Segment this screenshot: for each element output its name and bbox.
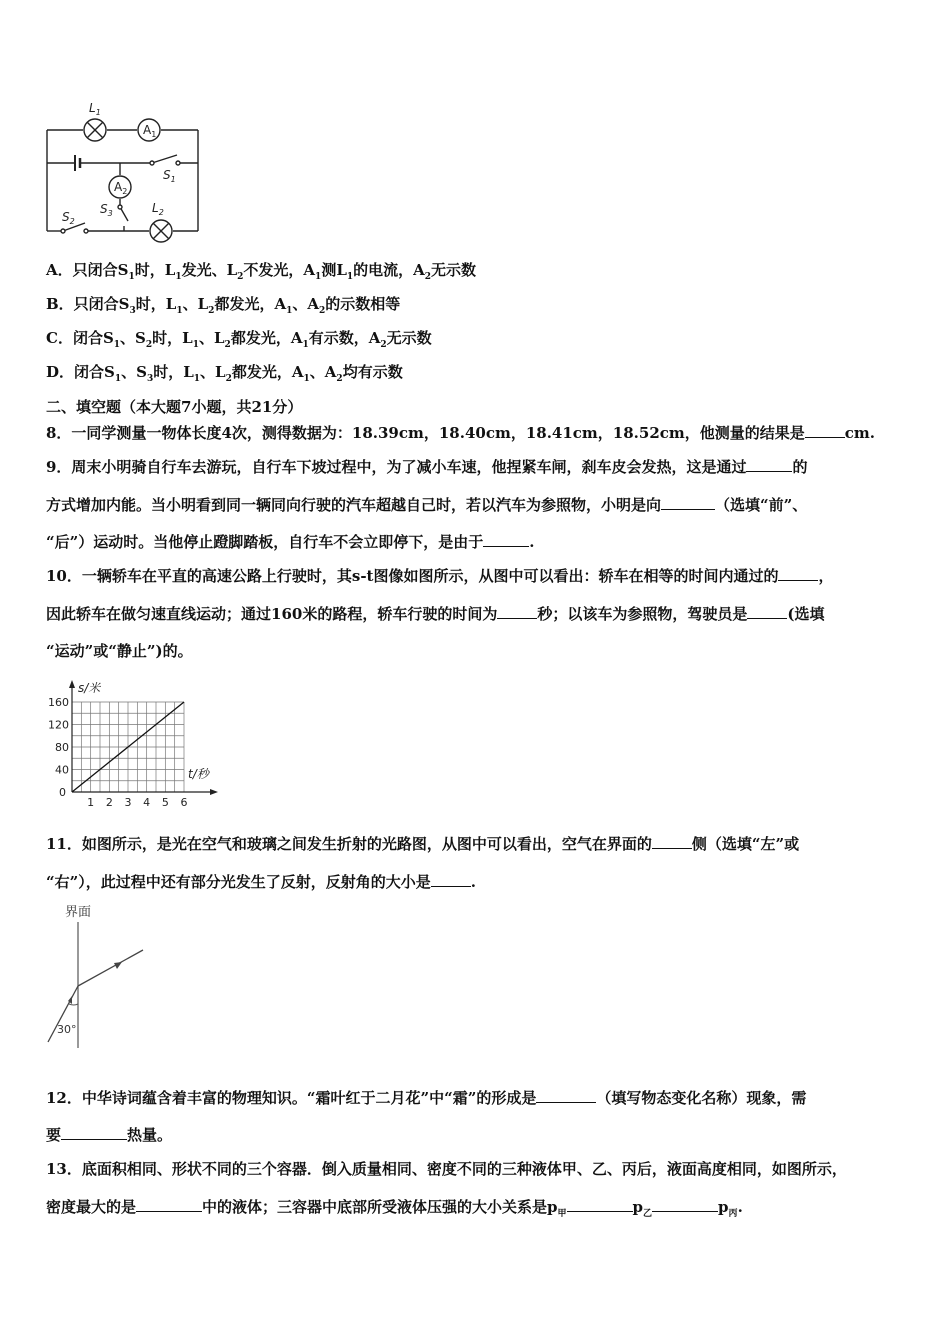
- section-title: 二、填空题（本大题7小题，共21分）: [46, 398, 303, 416]
- y-tick-label: 40: [55, 763, 69, 777]
- angle-label: 30°: [57, 1023, 77, 1036]
- option-b: B．只闭合$S_3$时，$L_1$、$L_2$都发光，$A_1$、$A_2$的示数相等: [46, 295, 401, 316]
- question-9-line2: 方式增加内能。当小明看到同一辆同向行驶的汽车超越自己时，若以汽车为参照物，小明是向 （选填“前”、: [46, 493, 807, 516]
- st-chart: [40, 676, 230, 811]
- option-c: C．闭合$S_1$、$S_2$时，$L_1$、$L_2$都发光，$A_1$有示数，$A_2$无示数: [46, 329, 432, 350]
- x-tick-label: 2: [105, 796, 113, 809]
- x-tick-label: 3: [124, 796, 132, 809]
- svg-text:S2: $S_2$: [62, 210, 75, 226]
- answer-blank[interactable]: [431, 870, 471, 887]
- question-11-line1: 11．如图所示，是光在空气和玻璃之间发生折射的光路图，从图中可以看出，空气在界面的 侧（选填“左”或: [46, 832, 799, 855]
- option-d: D．闭合$S_1$、$S_3$时，$L_1$、$L_2$都发光，$A_1$、$A_2$均有示数: [46, 363, 403, 384]
- label-s2: S: [62, 210, 70, 224]
- refraction-diagram: [40, 900, 160, 1050]
- question-8: 8．一同学测量一物体长度4次，测得数据为：18.39cm，18.40cm，18.41cm，18.52cm，他测量的结果是 cm.: [46, 421, 875, 444]
- question-12-line1: 12．中华诗词蕴含着丰富的物理知识。“霜叶红于二月花”中“霜”的形成是 （填写物态变化名称）现象，需: [46, 1086, 806, 1109]
- answer-blank[interactable]: [536, 1086, 596, 1103]
- question-10-line2: 因此轿车在做匀速直线运动；通过160米的路程，轿车行驶的时间为 秒；以该车为参照物，驾驶员是 (选填: [46, 602, 824, 625]
- answer-blank[interactable]: [805, 421, 845, 438]
- question-9-line1: 9．周末小明骑自行车去游玩，自行车下坡过程中，为了减小车速，他捏紧车闸，刹车皮会发热，这是通过 的: [46, 455, 807, 478]
- y-tick-label: 80: [55, 741, 69, 754]
- question-13-line1: 13．底面积相同、形状不同的三个容器．倒入质量相同、密度不同的三种液体甲、乙、丙后，液面高度相同，如图所示，: [46, 1160, 847, 1178]
- answer-blank[interactable]: [652, 832, 692, 849]
- label-l1: L: [89, 101, 96, 115]
- answer-blank[interactable]: [497, 602, 537, 619]
- question-10-line1: 10．一辆轿车在平直的高速公路上行驶时，其s-t图像如图所示，从图中可以看出：轿车在相等的时间内通过的 ，: [46, 564, 834, 587]
- question-9-line3: “后”）运动时。当他停止蹬脚踏板，自行车不会立即停下，是由于 .: [46, 530, 535, 553]
- label-s1: S: [163, 168, 171, 182]
- svg-text:L2: $L_2$: [152, 201, 164, 217]
- x-tick-label: 5: [161, 796, 169, 809]
- option-a: A．只闭合$S_1$时，$L_1$发光、$L_2$不发光，$A_1$测$L_1$的电流，$A_2$无示数: [46, 261, 477, 282]
- answer-blank[interactable]: [567, 1195, 633, 1212]
- svg-text:S3: $S_3$: [100, 202, 113, 218]
- question-13-line2: 密度最大的是 中的液体；三容器中底部所受液体压强的大小关系是$p_甲$ $p_乙$ $p_丙$.: [46, 1195, 743, 1225]
- x-tick-label: 4: [143, 796, 151, 809]
- interface-label: 界面: [65, 905, 92, 920]
- answer-blank[interactable]: [136, 1195, 202, 1212]
- label-a2: A: [114, 180, 123, 194]
- question-10-line3: “运动”或“静止”)的。: [46, 642, 193, 660]
- svg-text:S1: $S_1$: [163, 168, 176, 184]
- answer-blank[interactable]: [61, 1123, 127, 1140]
- y-axis-label: s/米: [78, 681, 101, 695]
- y-tick-label: 120: [48, 718, 69, 732]
- x-axis-label: t/秒: [188, 767, 209, 781]
- answer-blank[interactable]: [483, 530, 529, 547]
- y-axis-arrow: [69, 680, 75, 688]
- answer-blank[interactable]: [746, 455, 792, 472]
- answer-blank[interactable]: [747, 602, 787, 619]
- question-11-line2: “右”），此过程中还有部分光发生了反射，反射角的大小是 .: [46, 870, 476, 893]
- origin-label: 0: [59, 786, 66, 799]
- label-a1: A: [143, 123, 152, 137]
- answer-blank[interactable]: [778, 564, 818, 581]
- answer-blank[interactable]: [652, 1195, 718, 1212]
- svg-text:L1: $L_1$: [89, 101, 101, 117]
- answer-blank[interactable]: [661, 493, 715, 510]
- label-l2: L: [152, 201, 159, 215]
- question-12-line2: 要 热量。: [46, 1123, 172, 1146]
- x-axis-arrow: [210, 789, 218, 795]
- x-tick-label: 1: [87, 796, 95, 809]
- y-tick-label: 160: [48, 696, 69, 709]
- svg-text:A2: $A_2$: [114, 180, 128, 196]
- label-s3: S: [100, 202, 108, 216]
- svg-text:A1: $A_1$: [143, 123, 157, 139]
- x-tick-label: 6: [180, 796, 188, 809]
- circuit-diagram: [40, 95, 210, 245]
